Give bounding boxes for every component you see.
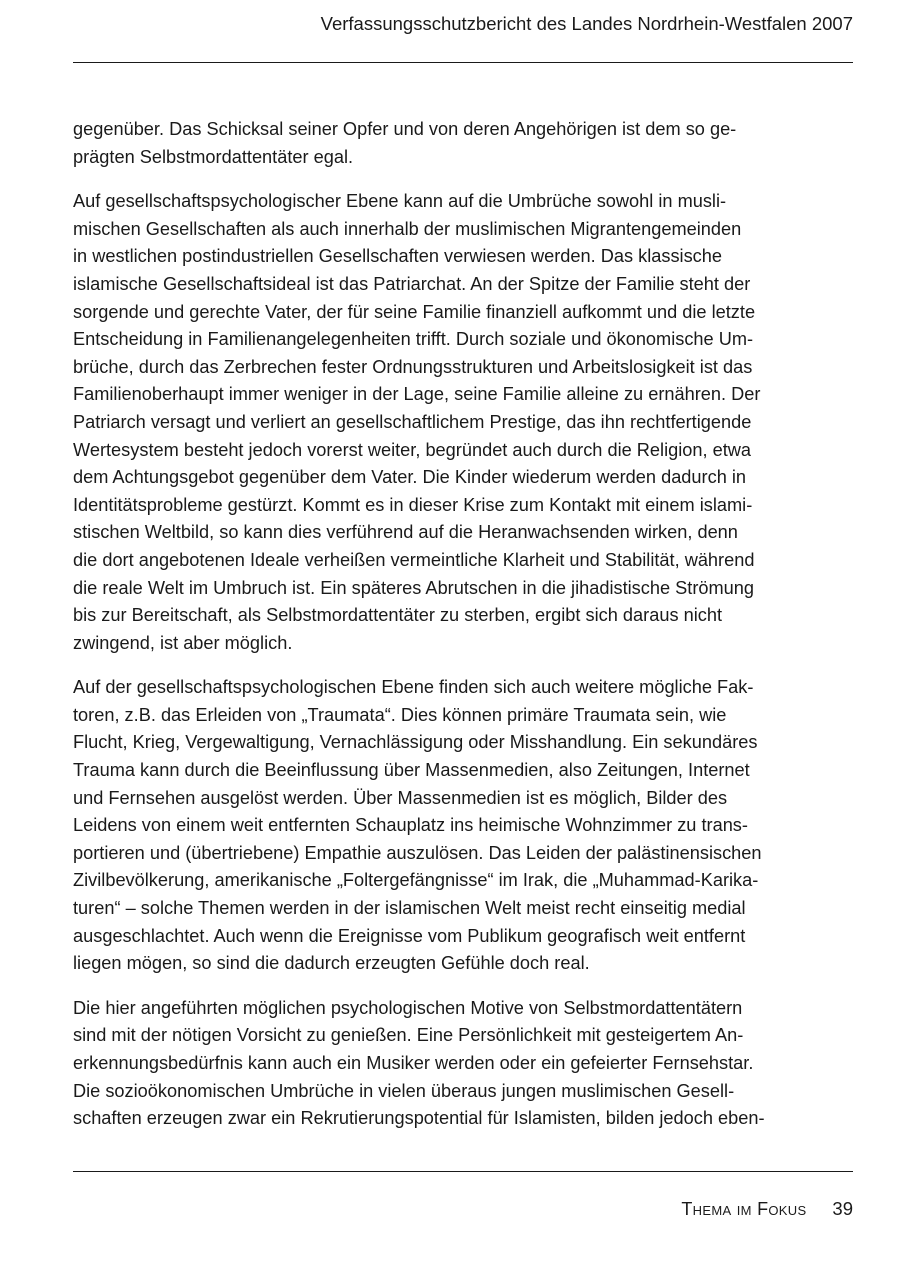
paragraph: Die hier angeführten möglichen psychologischen Motive von Selbstmordattentätern sind mit der nötigen Vorsicht zu genießen. Eine Persönlichkeit mit gesteigertem An- erkennungsbedürfnis kann auch ein Musiker werden oder ein gefeierter Fernsehstar. Die sozioökonomischen Umbrüche in vielen überaus jungen muslimischen Gesell- schaften erzeugen zwar ein Rekrutierungspotential für Islamisten, bilden jedoch eben- (73, 997, 765, 1129)
section-label: Thema im Fokus (681, 1199, 807, 1219)
page-number: 39 (832, 1198, 853, 1219)
document-title: Verfassungsschutzbericht des Landes Nordrhein-Westfalen 2007 (320, 13, 853, 34)
page-footer (681, 1198, 853, 1220)
paragraph: Auf der gesellschaftspsychologischen Ebene finden sich auch weitere mögliche Fak- toren, z.B. das Erleiden von „Traumata“. Dies können primäre Traumata sein, wie Flucht, Krieg, Vergewaltigung, Vernachlässigung oder Misshandlung. Ein sekundäres Trauma kann durch die Beeinflussung über Massenmedien, also Zeitungen, Internet und Fernsehen ausgelöst werden. Über Massenmedien ist es möglich, Bilder des Leidens von einem weit entfernten Schauplatz ins heimische Wohnzimmer zu trans- portieren und (übertriebene) Empathie auszulösen. Das Leiden der palästinensischen Zivilbevölkerung, amerikanische „Foltergefängnisse“ im Irak, die „Muhammad-Karika- turen“ – solche Themen werden in der islamischen Welt meist recht einseitig medial ausgeschlachtet. Auch wenn die Ereignisse vom Publikum geografisch weit entfernt liegen mögen, so sind die dadurch erzeugten Gefühle doch real. (73, 677, 762, 974)
page-header (73, 0, 853, 63)
paragraph: gegenüber. Das Schicksal seiner Opfer und von deren Angehörigen ist dem so ge- prägten Selbstmordattentäter egal. (73, 119, 737, 167)
body-text (73, 116, 813, 1150)
footer-divider (73, 1171, 853, 1172)
paragraph: Auf gesellschaftspsychologischer Ebene kann auf die Umbrüche sowohl in musli- mischen Gesellschaften als auch innerhalb der muslimischen Migrantengemeinden in westlichen postindustriellen Gesellschaften verwiesen werden. Das klassische islamische Gesellschaftsideal ist das Patriarchat. An der Spitze der Familie steht der sorgende und gerechte Vater, der für seine Familie finanziell aufkommt und die letzte Entscheidung in Familienangelegenheiten trifft. Durch soziale und ökonomische Um- brüche, durch das Zerbrechen fester Ordnungsstrukturen und Arbeitslosigkeit ist das Familienoberhaupt immer weniger in der Lage, seine Familie alleine zu ernähren. Der Patriarch versagt und verliert an gesellschaftlichem Prestige, das ihn rechtfertigende Wertesystem besteht jedoch vorerst weiter, begründet auch durch die Religion, etwa dem Achtungsgebot gegenüber dem Vater. Die Kinder wiederum werden dadurch in Identitätsprobleme gestürzt. Kommt es in dieser Krise zum Kontakt mit einem islami- stischen Weltbild, so kann dies verführend auf die Heranwachsenden wirken, denn die dort angebotenen Ideale verheißen vermeintliche Klarheit und Stabilität, während die reale Welt im Umbruch ist. Ein späteres Abrutschen in die jihadistische Strömung bis zur Bereitschaft, als Selbstmordattentäter zu sterben, ergibt sich daraus nicht zwingend, ist aber möglich. (73, 191, 761, 653)
